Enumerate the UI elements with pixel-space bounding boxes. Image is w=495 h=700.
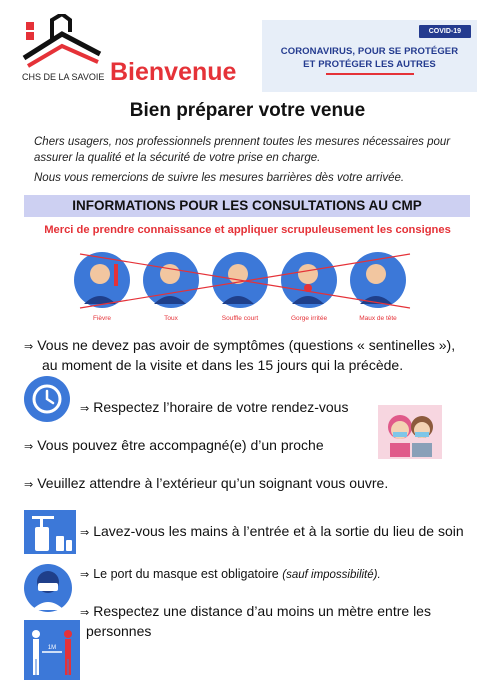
bullet-symptoms-line2: au moment de la visite et dans les 15 jours qui la précède.: [42, 357, 404, 373]
bullet-distance-line2: personnes: [86, 623, 152, 639]
bullet-symptoms-line1: Vous ne devez pas avoir de symptômes (questions « sentinelles »),: [37, 337, 456, 353]
social-distance-icon: [24, 620, 80, 680]
bullet-companion-text: Vous pouvez être accompagné(e) d’un proche: [37, 437, 324, 453]
arrow-icon: ⇒: [24, 341, 34, 353]
consigne-text: Merci de prendre connaissance et appliquer scrupuleusement les consignes: [44, 224, 451, 236]
arrow-icon: ⇒: [24, 479, 34, 491]
arrow-icon: ⇒: [80, 607, 90, 619]
face-mask-icon: [24, 562, 72, 614]
symptom-label-2: Souffle court: [221, 315, 259, 322]
symptom-sore-throat-icon: [281, 252, 337, 308]
bullet-symptoms: [24, 336, 476, 374]
bullet-hand-wash: [80, 522, 464, 542]
symptom-cough-icon: [143, 252, 199, 308]
symptom-label-4: Maux de tête: [359, 315, 397, 322]
arrow-icon: ⇒: [80, 527, 90, 539]
welcome-title: Bienvenue: [110, 58, 237, 86]
bullet-mask-note: (sauf impossibilité).: [282, 569, 381, 581]
covid-banner: [262, 20, 477, 92]
arrow-icon: ⇒: [24, 441, 34, 453]
bullet-mask: [80, 565, 381, 584]
bullet-wait-outside-text: Veuillez attendre à l’extérieur qu’un soignant vous ouvre.: [37, 475, 389, 491]
bullet-companion: [24, 436, 324, 456]
symptom-label-3: Gorge irritée: [290, 315, 328, 322]
covid-line-1: CORONAVIRUS, POUR SE PROTÉGER: [280, 46, 459, 57]
arrow-icon: ⇒: [80, 403, 90, 415]
covid-line-2: ET PROTÉGER LES AUTRES: [303, 59, 436, 70]
clock-icon: [24, 376, 70, 422]
intro-paragraph-2: Nous vous remercions de suivre les mesures barrières dès votre arrivée.: [34, 172, 405, 184]
logo-text: CHS DE LA SAVOIE: [22, 72, 105, 82]
bullet-wait-outside: [24, 474, 388, 494]
bullet-distance: [80, 602, 476, 622]
intro-paragraph-1: Chers usagers, nos professionnels prennent toutes les mesures nécessaires pour assurer la qualité et la sécurité de votre prise en charge.: [34, 136, 451, 164]
symptoms-illustration: [70, 248, 420, 324]
bullet-schedule-text: Respectez l’horaire de votre rendez-vous: [93, 399, 349, 415]
symptom-label-1: Toux: [164, 315, 178, 322]
bullet-hand-wash-text: Lavez-vous les mains à l’entrée et à la sortie du lieu de soin: [93, 523, 464, 539]
banner-underline: [326, 73, 414, 75]
symptom-label-0: Fièvre: [92, 315, 112, 322]
bullet-distance-line1: Respectez une distance d’au moins un mètre entre les: [93, 603, 431, 619]
bullet-schedule: [80, 398, 348, 418]
section-title: INFORMATIONS POUR LES CONSULTATIONS AU CMP: [72, 198, 422, 213]
arrow-icon: ⇒: [80, 569, 90, 581]
distance-label: 1M: [47, 645, 57, 651]
masked-children-illustration: [378, 405, 442, 459]
page-subtitle: Bien préparer votre venue: [129, 100, 366, 121]
hand-sanitizer-icon: [24, 510, 76, 554]
bullet-mask-text: Le port du masque est obligatoire: [93, 567, 279, 581]
covid-badge: COVID-19: [419, 25, 471, 38]
